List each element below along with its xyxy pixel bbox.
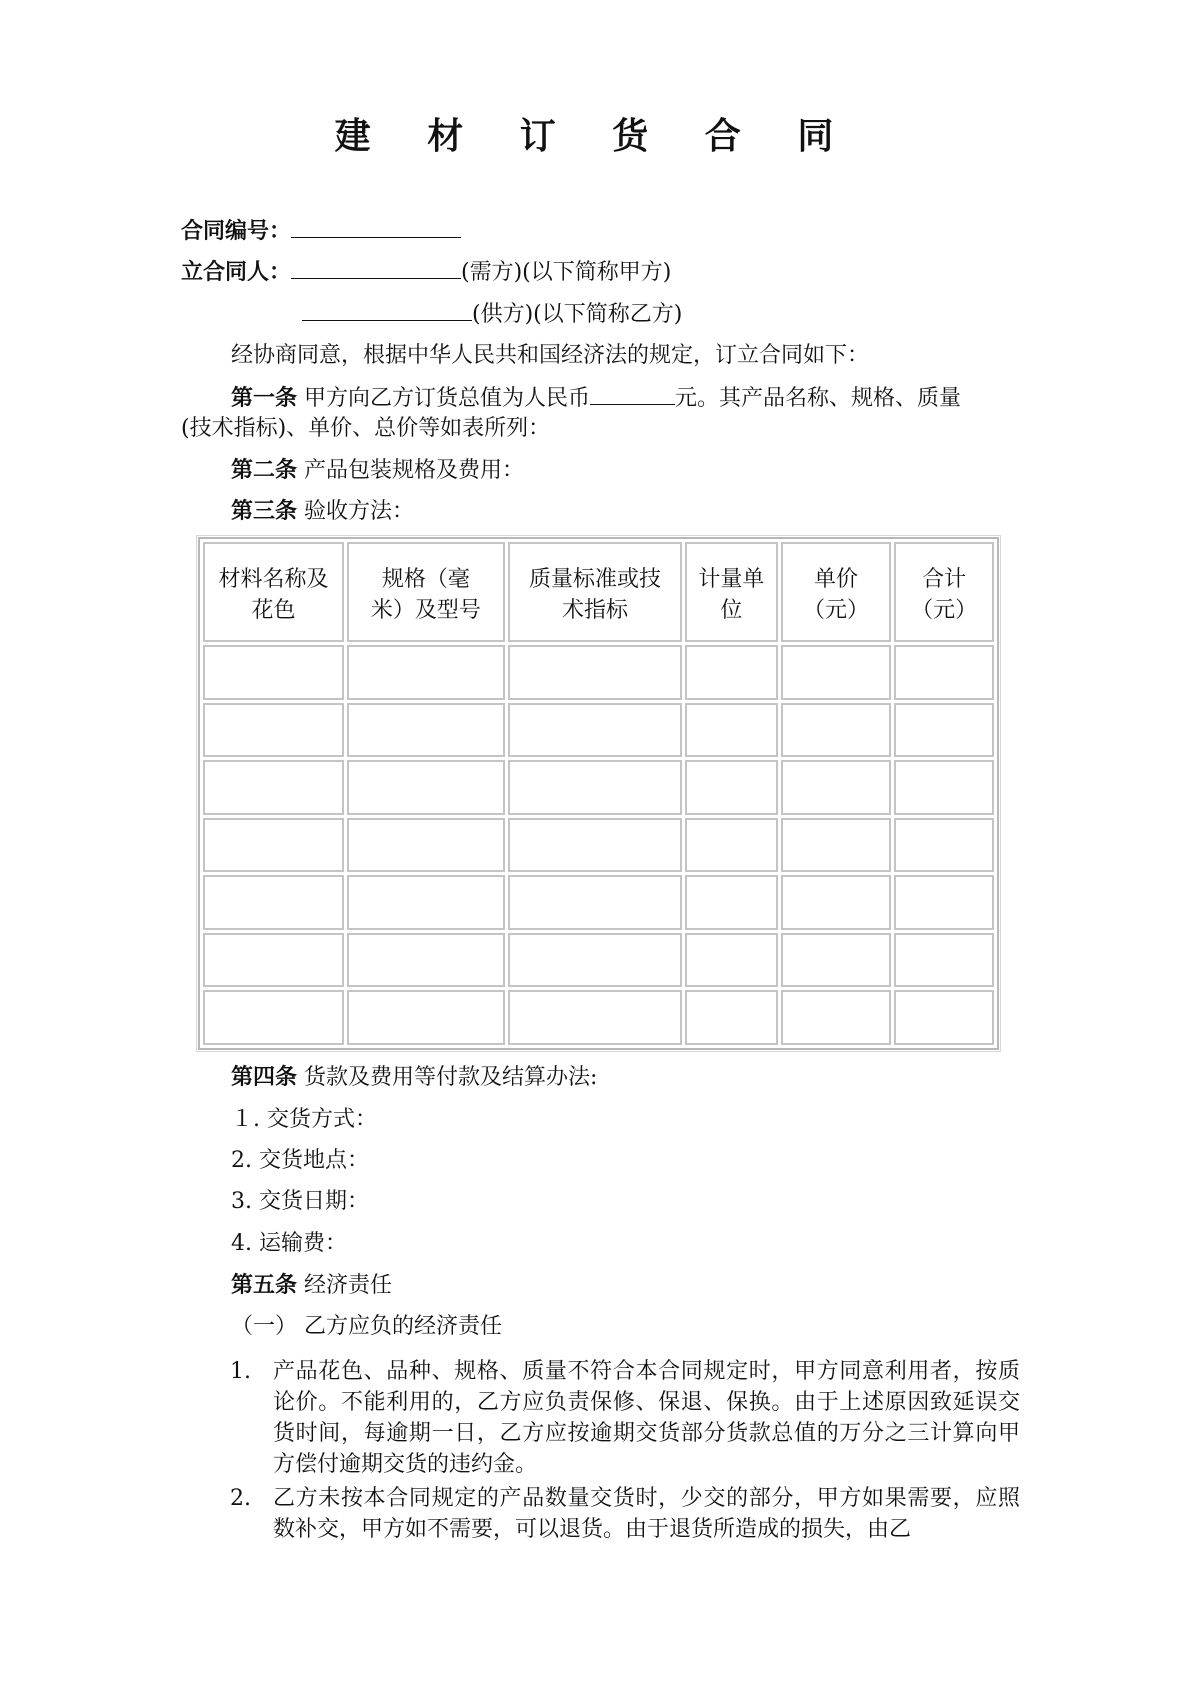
article-4 — [231, 1062, 597, 1094]
article-3 — [231, 496, 414, 528]
article-3-text: 验收方法： — [304, 499, 415, 524]
article-5-heading: 第五条 — [231, 1273, 298, 1298]
table-cell[interactable] — [508, 990, 682, 1045]
table-cell[interactable] — [347, 818, 505, 873]
contract-number-label: 合同编号： — [181, 219, 292, 244]
table-cell[interactable] — [203, 818, 344, 873]
table-cell[interactable] — [203, 933, 344, 988]
article-1-heading: 第一条 — [231, 386, 298, 411]
table-cell[interactable] — [894, 818, 994, 873]
article-1-line-2: (技术指标)、单价、总价等如表所列： — [181, 416, 551, 441]
table-cell[interactable] — [347, 645, 505, 700]
subsection-seller-liability: （一） 乙方应负的经济责任 — [231, 1314, 502, 1339]
table-cell[interactable] — [347, 875, 505, 930]
table-cell[interactable] — [203, 760, 344, 815]
liability-item-2 — [230, 1483, 1020, 1545]
table-cell[interactable] — [781, 703, 892, 758]
article-3-heading: 第三条 — [231, 499, 298, 524]
article-2-text: 产品包装规格及费用： — [304, 458, 525, 483]
delivery-date: 3. 交货日期： — [231, 1189, 369, 1214]
header-total: 合计 （元） — [894, 542, 994, 642]
table-header-row — [203, 542, 994, 642]
header-unit-price: 单价 （元） — [781, 542, 892, 642]
transport-fee: 4. 运输费： — [231, 1231, 347, 1256]
table-cell[interactable] — [347, 933, 505, 988]
header-quality-standard: 质量标准或技 术指标 — [508, 542, 682, 642]
table-cell[interactable] — [347, 703, 505, 758]
party-label: 立合同人： — [181, 260, 292, 285]
document-title: 建 材 订 货 合 同 — [334, 116, 856, 157]
table-cell[interactable] — [894, 933, 994, 988]
table-row — [203, 990, 994, 1045]
order-table — [198, 537, 999, 1050]
table-cell[interactable] — [894, 645, 994, 700]
intro-text: 经协商同意，根据中华人民共和国经济法的规定，订立合同如下： — [231, 343, 870, 368]
table-cell[interactable] — [508, 933, 682, 988]
table-row — [203, 933, 994, 988]
header-spec-model: 规格（毫 米）及型号 — [347, 542, 505, 642]
table-cell[interactable] — [781, 875, 892, 930]
buyer-suffix: (需方)(以下简称甲方) — [461, 260, 672, 285]
article-4-heading: 第四条 — [231, 1065, 298, 1090]
liability-2-text: 乙方未按本合同规定的产品数量交货时，少交的部分，甲方如果需要，应照数补交，甲方如不需要，可以退货。由于退货所造成的损失，由乙 — [273, 1486, 1020, 1542]
article-2-heading: 第二条 — [231, 458, 298, 483]
article-4-text: 货款及费用等付款及结算办法: — [304, 1065, 598, 1090]
liability-item-1 — [230, 1356, 1020, 1480]
table-cell[interactable] — [203, 645, 344, 700]
article-2 — [231, 455, 524, 487]
table-cell[interactable] — [781, 645, 892, 700]
table-cell[interactable] — [508, 875, 682, 930]
seller-name-blank[interactable] — [302, 298, 472, 321]
seller-row — [302, 298, 682, 331]
delivery-method: １. 交货方式： — [231, 1107, 377, 1132]
table-cell[interactable] — [203, 703, 344, 758]
table-cell[interactable] — [685, 990, 778, 1045]
buyer-name-blank[interactable] — [291, 256, 461, 279]
table-cell[interactable] — [508, 703, 682, 758]
article-5-text: 经济责任 — [304, 1273, 393, 1298]
table-row — [203, 875, 994, 930]
table-cell[interactable] — [685, 933, 778, 988]
article-1-text-before: 甲方向乙方订货总值为人民币 — [304, 386, 591, 411]
header-material-name: 材料名称及 花色 — [203, 542, 344, 642]
table-row — [203, 818, 994, 873]
article-1-text-after: 元。其产品名称、规格、质量 — [675, 386, 962, 411]
table-cell[interactable] — [781, 990, 892, 1045]
table-cell[interactable] — [781, 818, 892, 873]
table-cell[interactable] — [508, 645, 682, 700]
table-cell[interactable] — [894, 703, 994, 758]
table-cell[interactable] — [685, 875, 778, 930]
table-cell[interactable] — [781, 933, 892, 988]
table-cell[interactable] — [781, 760, 892, 815]
liability-1-number: 1. — [230, 1359, 251, 1384]
buyer-row — [181, 256, 671, 289]
table-cell[interactable] — [894, 875, 994, 930]
table-cell[interactable] — [894, 760, 994, 815]
table-row — [203, 703, 994, 758]
table-cell[interactable] — [347, 990, 505, 1045]
table-cell[interactable] — [203, 875, 344, 930]
delivery-location: 2. 交货地点： — [231, 1148, 369, 1173]
contract-number-row — [181, 215, 461, 248]
table-row — [203, 760, 994, 815]
table-cell[interactable] — [685, 818, 778, 873]
liability-2-number: 2. — [230, 1486, 251, 1511]
article-5 — [231, 1270, 392, 1302]
table-cell[interactable] — [508, 760, 682, 815]
total-value-blank[interactable] — [590, 382, 675, 405]
liability-1-text: 产品花色、品种、规格、质量不符合本合同规定时，甲方同意利用者，按质论价。不能利用的，乙方应负责保修、保退、保换。由于上述原因致延误交货时间，每逾期一日，乙方应按逾期交货部分货款总值的万分之三计算向甲方偿付逾期交货的违约金。 — [273, 1359, 1020, 1477]
table-cell[interactable] — [685, 703, 778, 758]
table-cell[interactable] — [894, 990, 994, 1045]
header-unit: 计量单 位 — [685, 542, 778, 642]
seller-suffix: (供方)(以下简称乙方) — [472, 302, 683, 327]
table-cell[interactable] — [685, 760, 778, 815]
table-row — [203, 645, 994, 700]
article-1-line-1 — [231, 382, 961, 415]
table-cell[interactable] — [508, 818, 682, 873]
contract-number-blank[interactable] — [291, 215, 461, 238]
table-cell[interactable] — [203, 990, 344, 1045]
table-cell[interactable] — [347, 760, 505, 815]
table-cell[interactable] — [685, 645, 778, 700]
